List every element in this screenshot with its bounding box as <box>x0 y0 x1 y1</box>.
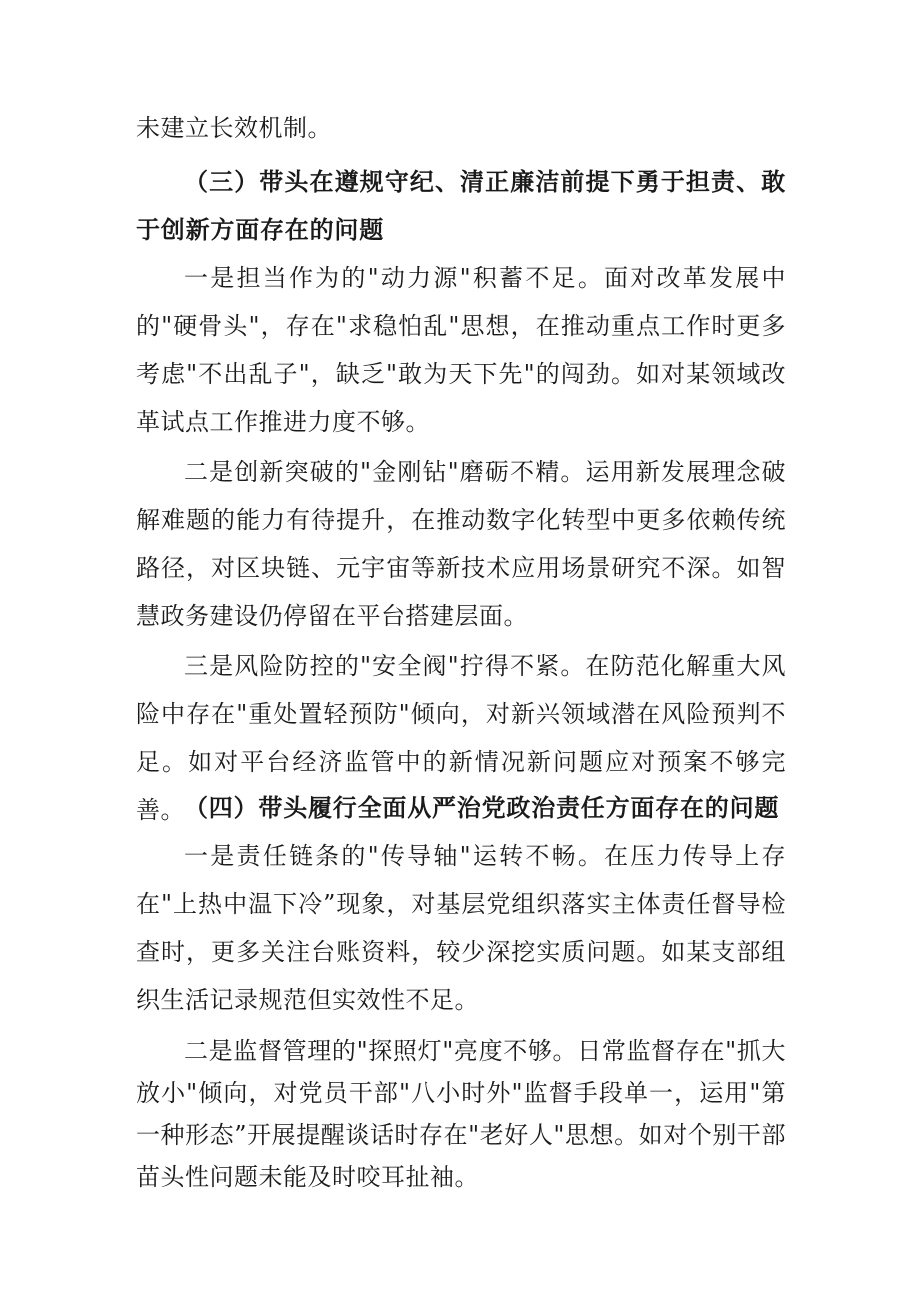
section-4-paragraph-1: 一是责任链条的"传导轴"运转不畅。在压力传导上存在"上热中温下冷”现象，对基层党组织落实主体责任督导检查时，更多关注台账资料，较少深挖实质问题。如某支部组织生活记录规范但实效性不足。 <box>136 842 786 1014</box>
carryover-paragraph: 未建立长效机制。 <box>136 114 332 142</box>
section-3-heading: （三）带头在遵规守纪、清正廉洁前提下勇于担责、敢于创新方面存在的问题 <box>136 167 786 244</box>
section-4-paragraph-2: 二是监督管理的"探照灯"亮度不够。日常监督存在"抓大放小"倾向，对党员干部"八小时外"监督手段单一，运用"第一种形态”开展提醒谈话时存在"老好人"思想。如对个别干部苗头性问题未能及时咬耳扯袖。 <box>136 1037 786 1191</box>
section-3-paragraph-2: 二是创新突破的"金刚钻"磨砺不精。运用新发展理念破解难题的能力有待提升，在推动数字化转型中更多依赖传统路径，对区块链、元宇宙等新技术应用场景研究不深。如智慧政务建设仍停留在平台搭建层面。 <box>136 458 786 630</box>
section-4-heading: （四）带头履行全面从严治党政治责任方面存在的问题 <box>184 793 780 822</box>
section-3-paragraph-1: 一是担当作为的"动力源"积蓄不足。面对改革发展中的"硬骨头"，存在"求稳怕乱"思想，在推动重点工作时更多考虑"不出乱子"，缺乏"敢为天下先"的闯劲。如对某领域改革试点工作推进力度不够。 <box>136 264 786 436</box>
section-3-paragraph-3: 三是风险防控的"安全阀"拧得不紧。在防范化解重大风险中存在"重处置轻预防"倾向，对新兴领域潜在风险预判不足。如对平台经济监管中的新情况新问题应对预案不够完善。 <box>136 652 786 824</box>
